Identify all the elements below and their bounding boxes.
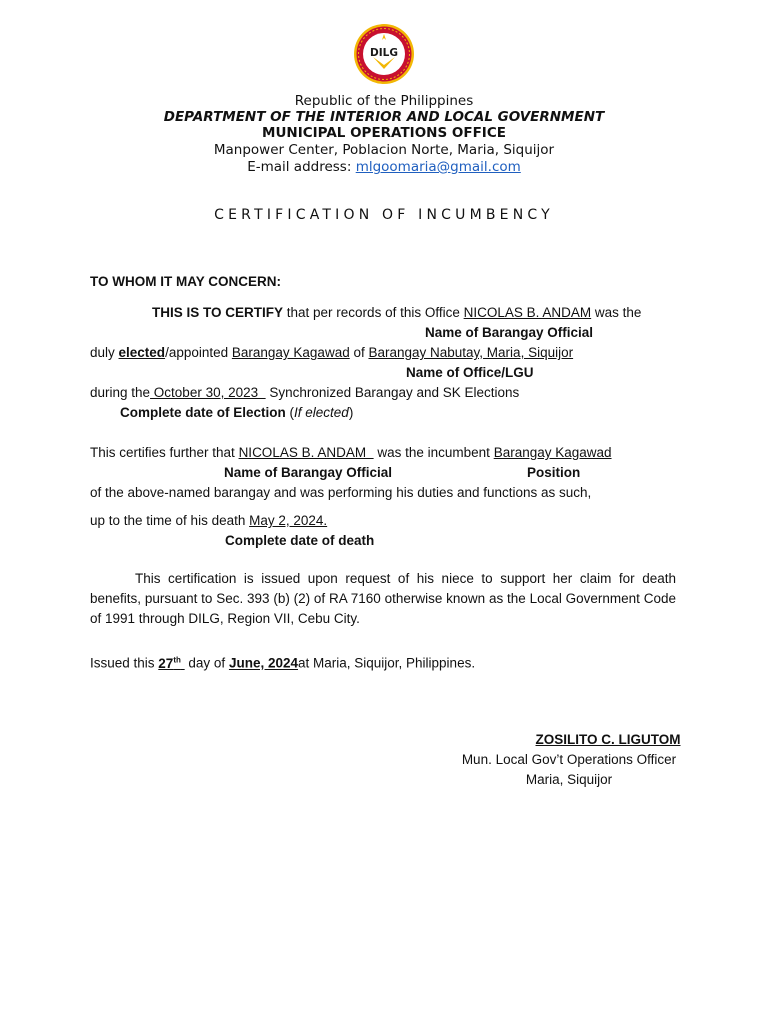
issued-text-1: Issued this (90, 655, 159, 671)
caption-office-lgu: Name of Office/LGU (406, 365, 534, 380)
caption-election-date: Complete date of Election (120, 405, 286, 420)
election-text: Synchronized Barangay and SK Elections (265, 385, 520, 400)
certify-text-2: was the (591, 305, 642, 320)
email-label: E-mail address: (247, 159, 356, 175)
caption-official-name: Name of Barangay Official (425, 325, 594, 340)
department-name: DEPARTMENT OF THE INTERIOR AND LOCAL GOVERNMENT (163, 109, 605, 125)
caption-election-line (120, 404, 353, 421)
election-date: October 30, 2023 (150, 385, 266, 400)
certify-line-3 (90, 384, 519, 401)
issued-text-3: at Maria, Siquijor, Philippines. (297, 655, 476, 671)
email-link[interactable]: mlgoomaria@gmail.com (355, 159, 521, 175)
purpose-paragraph: This certification is issued upon request of his niece to support her claim for death benefits, pursuant to Sec. 393 (b) (2) of RA 7160 otherwise known as the Local Government Code of 1991 through DILG, Region VII, Cebu City. (90, 571, 676, 626)
office-name: MUNICIPAL OPERATIONS OFFICE (262, 125, 506, 141)
issued-month-year: June, 2024 (228, 655, 298, 671)
death-text: up to the time of his death (90, 513, 250, 528)
certify-line-2 (90, 344, 573, 361)
of-text: of (349, 345, 369, 360)
further-official-name: NICOLAS B. ANDAM (238, 445, 374, 460)
issued-day-suffix: th (173, 655, 181, 664)
death-date: May 2, 2024. (249, 513, 328, 528)
issued-day-number: 27 (158, 655, 174, 671)
position-text: Barangay Kagawad (231, 345, 350, 360)
signatory-name: ZOSILITO C. LIGUTOM (535, 732, 681, 747)
republic-line: Republic of the Philippines (294, 93, 474, 109)
dilg-seal-logo (353, 23, 415, 85)
duly-text: duly (90, 345, 119, 360)
further-line-3 (90, 512, 327, 529)
office-address: Manpower Center, Poblacion Norte, Maria, Siquijor (213, 142, 555, 158)
document-title: CERTIFICATION OF INCUMBENCY (214, 207, 554, 223)
issued-line (90, 651, 475, 672)
further-text-1: This certifies further that (90, 445, 239, 460)
signatory-title: Mun. Local Gov’t Operations Officer (461, 752, 677, 767)
certify-lead: THIS IS TO CERTIFY (152, 305, 284, 320)
caption-position: Position (527, 465, 581, 480)
caption-death-date: Complete date of death (225, 533, 375, 548)
during-text: during the (90, 385, 151, 400)
seal-text: DILG (370, 47, 398, 59)
further-text-2: was the incumbent (373, 445, 494, 460)
paren-open: ( (285, 405, 295, 420)
further-position: Barangay Kagawad (493, 445, 612, 460)
salutation: TO WHOM IT MAY CONCERN: (90, 274, 282, 289)
further-line-1 (90, 444, 612, 461)
caption-further-official: Name of Barangay Official (224, 465, 393, 480)
email-line (0, 159, 768, 175)
certify-text-1: that per records of this Office (283, 305, 464, 320)
office-lgu-text: Barangay Nabutay, Maria, Siquijor (368, 345, 574, 360)
issued-day (158, 656, 184, 671)
official-name: NICOLAS B. ANDAM (463, 305, 592, 320)
certify-line-1 (152, 304, 641, 321)
signatory-location: Maria, Siquijor (525, 772, 613, 787)
paren-close: ) (348, 405, 354, 420)
issued-text-2: day of (184, 655, 229, 671)
elected-text: elected (118, 345, 166, 360)
appointed-text: /appointed (165, 345, 232, 360)
if-elected-text: If elected (294, 405, 349, 420)
further-line-2: of the above-named barangay and was performing his duties and functions as such, (90, 485, 592, 500)
